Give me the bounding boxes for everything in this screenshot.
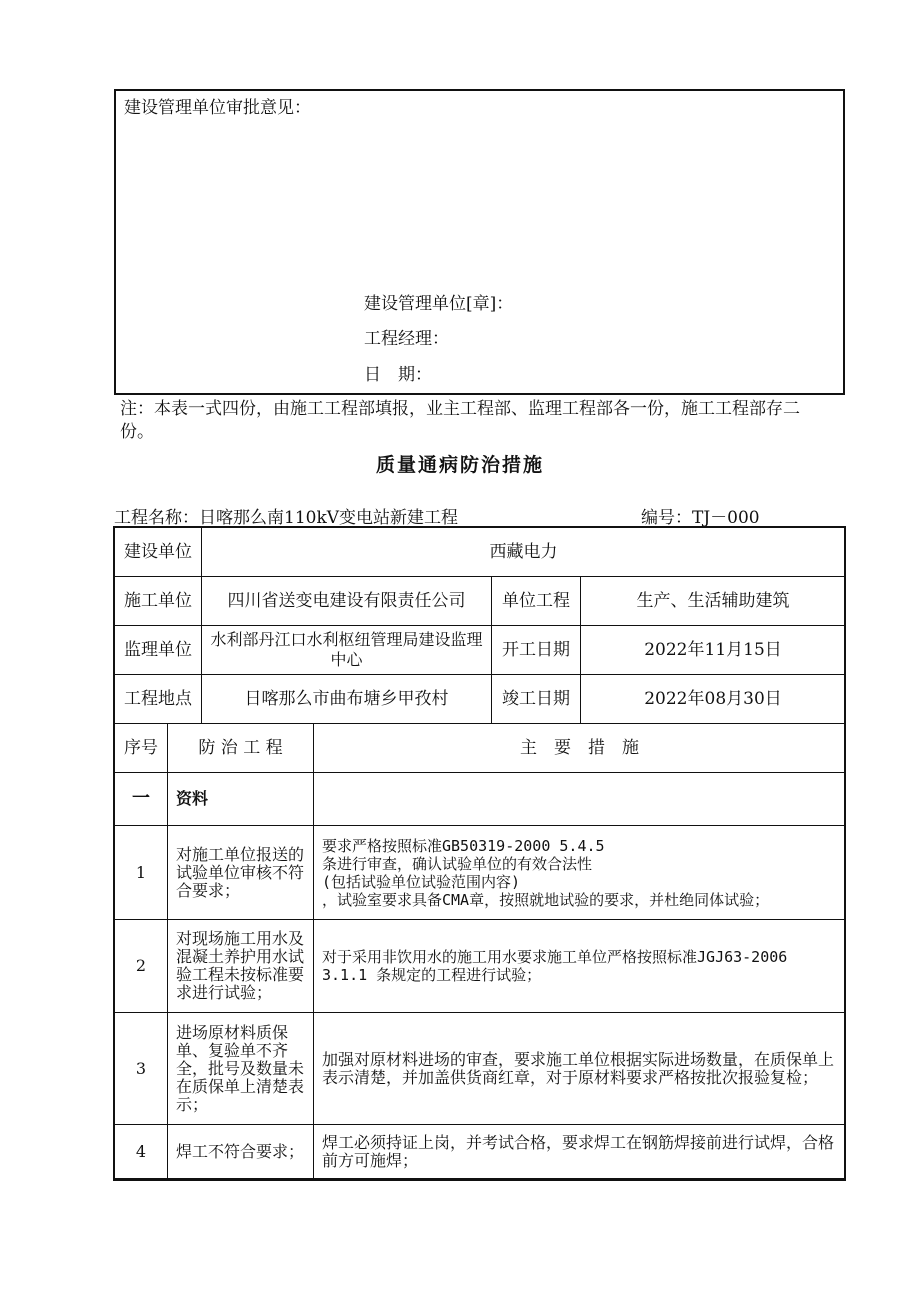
builder-label: 施工单位 (115, 577, 202, 626)
section-row (115, 773, 846, 826)
row-item: 进场原材料质保单、复验单不齐全，批号及数量未在质保单上清楚表示； (168, 1013, 314, 1125)
approval-box (114, 89, 845, 395)
start-date-value: 2022年11月15日 (581, 626, 846, 675)
section-no: 一 (115, 773, 168, 826)
section-name: 资料 (168, 773, 314, 826)
builder-value: 四川省送变电建设有限责任公司 (202, 577, 492, 626)
header-no: 序号 (115, 724, 168, 773)
unit-project-label: 单位工程 (492, 577, 581, 626)
header-item: 防 治 工 程 (168, 724, 314, 773)
measures-table (114, 723, 846, 1179)
project-name: 工程名称：日喀那么南110kV变电站新建工程 (114, 508, 459, 528)
row-no: 2 (115, 920, 168, 1013)
section-measures (314, 773, 846, 826)
row-measures-line: 条进行审查，确认试验单位的有效合法性 (322, 854, 593, 873)
row-measures-line: (包括试验单位试验范围内容) (322, 872, 521, 891)
finish-date-label: 竣工日期 (492, 675, 581, 724)
form-note: 注：本表一式四份，由施工工程部填报，业主工程部、监理工程部各一份，施工工程部存二份。 (120, 399, 800, 442)
location-label: 工程地点 (115, 675, 202, 724)
row-measures-line: 要求严格按照标准GB50319-2000 5.4.5 (322, 836, 605, 855)
row-measures: 加强对原材料进场的审查，要求施工单位根据实际进场数量，在质保单上表示清楚，并加盖供货商红章，对于原材料要求严格按批次报验复检； (314, 1013, 846, 1125)
location-value: 日喀那么市曲布塘乡甲孜村 (202, 675, 492, 724)
table-header-row (115, 724, 846, 773)
row-measures-line: ，试验室要求具备CMA章，按照就地试验的要求，并杜绝同体试验； (322, 890, 770, 909)
row-no: 3 (115, 1013, 168, 1125)
construction-mgmt-label: 建设单位 (115, 528, 202, 577)
row-no: 4 (115, 1125, 168, 1179)
approval-date-label: 日 期： (364, 365, 432, 385)
row-measures (314, 826, 846, 920)
start-date-label: 开工日期 (492, 626, 581, 675)
table-row (115, 1125, 846, 1179)
table-row (115, 1013, 846, 1125)
project-info-table (114, 527, 846, 724)
unit-seal-label: 建设管理单位[章]： (364, 294, 514, 314)
row-measures: 对于采用非饮用水的施工用水要求施工单位严格按照标准JGJ63-2006 3.1.1 条规定的工程进行试验； (314, 920, 846, 1013)
row-no: 1 (115, 826, 168, 920)
supervisor-label: 监理单位 (115, 626, 202, 675)
header-measures: 主 要 措 施 (314, 724, 846, 773)
row-item: 对现场施工用水及混凝土养护用水试验工程未按标准要求进行试验； (168, 920, 314, 1013)
row-item: 对施工单位报送的试验单位审核不符合要求； (168, 826, 314, 920)
finish-date-value: 2022年08月30日 (581, 675, 846, 724)
project-manager-label: 工程经理： (364, 329, 449, 349)
supervisor-value: 水利部丹江口水利枢纽管理局建设监理中心 (202, 626, 492, 675)
table-row (115, 826, 846, 920)
construction-mgmt-value: 西藏电力 (202, 528, 846, 577)
document-title: 质量通病防治措施 (375, 454, 544, 476)
row-measures: 焊工必须持证上岗，并考试合格，要求焊工在钢筋焊接前进行试焊，合格前方可施焊； (314, 1125, 846, 1179)
unit-project-value: 生产、生活辅助建筑 (581, 577, 846, 626)
serial-number: 编号：TJ－000 (641, 508, 760, 528)
approval-opinion-label: 建设管理单位审批意见： (124, 98, 311, 118)
table-row (115, 920, 846, 1013)
row-item: 焊工不符合要求； (168, 1125, 314, 1179)
